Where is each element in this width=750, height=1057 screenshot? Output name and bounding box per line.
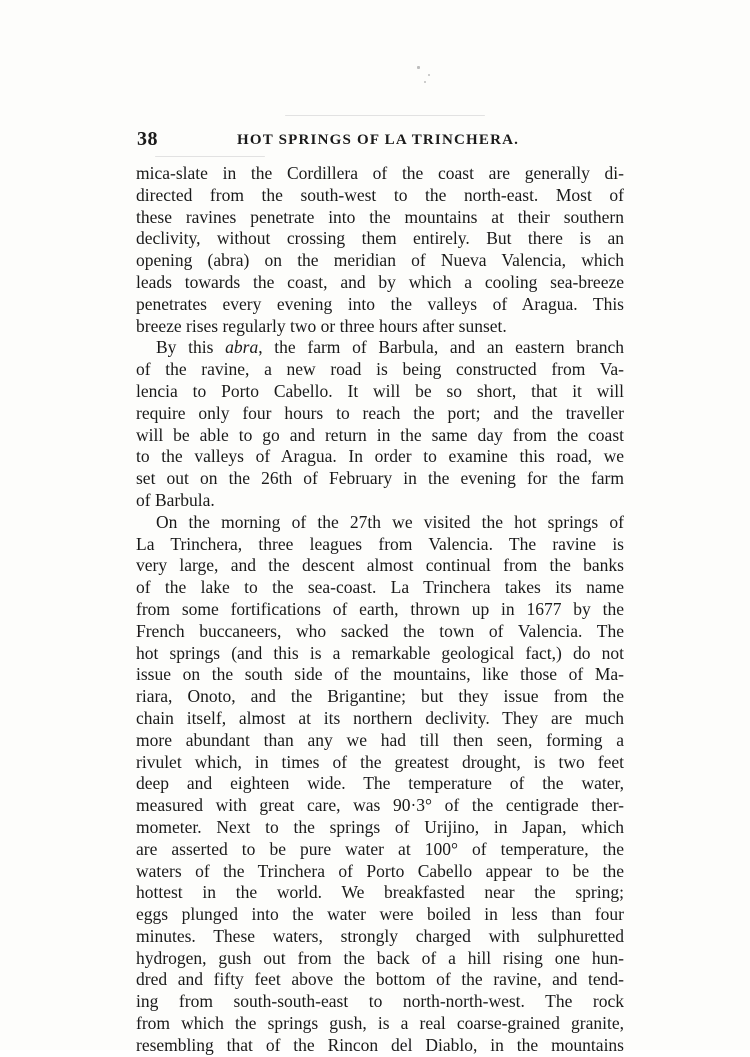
scan-speck <box>417 66 420 69</box>
text-line: declivity, without crossing them entirely. But there is an <box>136 228 624 249</box>
text-line: dred and fifty feet above the bottom of the ravine, and tend- <box>136 969 624 990</box>
text-line: resembling that of the Rincon del Diablo, in the mountains <box>136 1034 624 1055</box>
body-text <box>136 163 624 1057</box>
text-line: penetrates every evening into the valleys of Aragua. This <box>136 293 624 314</box>
text-line: hot springs (and this is a remarkable geological fact,) do not <box>136 642 624 663</box>
scan-bleed-through <box>285 115 485 116</box>
text-line: By this abra, the farm of Barbula, and an eastern branch <box>156 337 624 358</box>
text-line: mometer. Next to the springs of Urijino, in Japan, which <box>136 816 624 837</box>
text-line: breeze rises regularly two or three hours after sunset. <box>136 315 507 336</box>
text-line: are asserted to be pure water at 100° of temperature, the <box>136 838 624 859</box>
text-line: deep and eighteen wide. The temperature of the water, <box>136 773 624 794</box>
text-line: riara, Onoto, and the Brigantine; but they issue from the <box>136 686 624 707</box>
text-line: chain itself, almost at its northern declivity. They are much <box>136 707 624 728</box>
text-line: lencia to Porto Cabello. It will be so short, that it will <box>136 380 624 401</box>
text-line: opening (abra) on the meridian of Nueva Valencia, which <box>136 250 624 271</box>
text-line: to the valleys of Aragua. In order to examine this road, we <box>136 446 624 467</box>
page-header <box>137 128 623 150</box>
scan-bleed-through <box>155 156 265 157</box>
text-line: French buccaneers, who sacked the town of Valencia. The <box>136 620 624 641</box>
text-line: leads towards the coast, and by which a cooling sea-breeze <box>136 271 624 292</box>
text-line: eggs plunged into the water were boiled in less than four <box>136 904 624 925</box>
text-line: of the ravine, a new road is being constructed from Va- <box>136 359 624 380</box>
text-line: will be able to go and return in the same day from the coast <box>136 424 624 445</box>
text-line: from which the springs gush, is a real coarse-grained granite, <box>136 1013 624 1034</box>
text-line: hottest in the world. We breakfasted near the spring; <box>136 882 624 903</box>
text-line: more abundant than any we had till then seen, forming a <box>136 729 624 750</box>
text-line: On the morning of the 27th we visited the hot springs of <box>156 511 624 532</box>
scan-speck <box>428 74 430 76</box>
text-line: minutes. These waters, strongly charged with sulphuretted <box>136 925 624 946</box>
text-line: of the lake to the sea-coast. La Trinchera takes its name <box>136 577 624 598</box>
text-line: from some fortifications of earth, thrown up in 1677 by the <box>136 598 624 619</box>
text-line: mica-slate in the Cordillera of the coast are generally di- <box>136 163 624 183</box>
text-line: issue on the south side of the mountains, like those of Ma- <box>136 664 624 685</box>
text-line: these ravines penetrate into the mountains at their southern <box>136 206 624 227</box>
text-line: waters of the Trinchera of Porto Cabello appear to be the <box>136 860 624 881</box>
page-number: 38 <box>137 128 158 150</box>
running-title: HOT SPRINGS OF LA TRINCHERA. <box>237 132 520 148</box>
text-line: of Barbula. <box>136 489 215 510</box>
text-line: very large, and the descent almost continual from the banks <box>136 555 624 576</box>
text-line: require only four hours to reach the port; and the traveller <box>136 402 624 423</box>
text-line: rivulet which, in times of the greatest drought, is two feet <box>136 751 624 772</box>
text-line: measured with great care, was 90·3° of the centigrade ther- <box>136 795 624 816</box>
text-line: ing from south-south-east to north-north-west. The rock <box>136 991 624 1012</box>
text-line: La Trinchera, three leagues from Valencia. The ravine is <box>136 533 624 554</box>
text-line: set out on the 26th of February in the evening for the farm <box>136 468 624 489</box>
scan-speck <box>424 81 426 83</box>
text-line: directed from the south-west to the north-east. Most of <box>136 184 624 205</box>
text-line: hydrogen, gush out from the back of a hill rising one hun- <box>136 947 624 968</box>
